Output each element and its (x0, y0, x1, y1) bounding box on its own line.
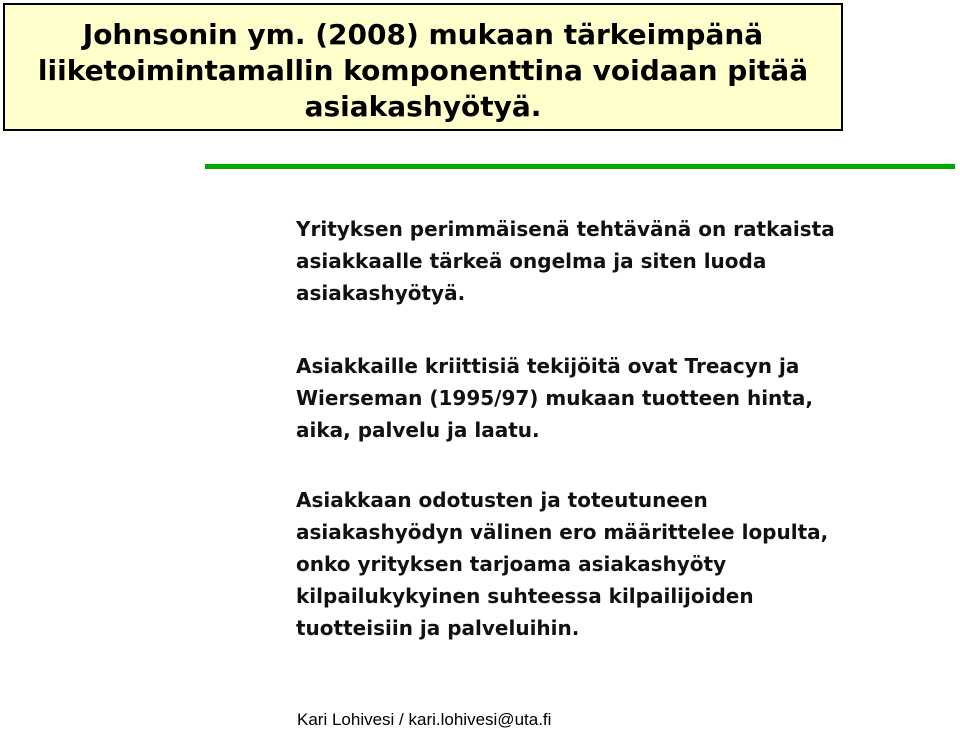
slide-title-line: Johnsonin ym. (2008) mukaan tärkeimpänä (82, 18, 764, 51)
paragraph-line: asiakashyötyä. (296, 281, 466, 305)
paragraph-line: Asiakkaan odotusten ja toteutuneen (296, 488, 708, 512)
paragraph-line: Asiakkaille kriittisiä tekijöitä ovat Treacyn ja (296, 354, 800, 378)
slide-title-box (3, 3, 843, 131)
paragraph-expectations-gap (296, 484, 828, 644)
paragraph-customer-value (296, 213, 835, 309)
paragraph-line: asiakashyödyn välinen ero määrittelee lopulta, (296, 520, 829, 544)
green-divider-line (205, 164, 955, 169)
paragraph-line: kilpailukykyinen suhteessa kilpailijoiden (296, 584, 754, 608)
slide-title-line: liiketoimintamallin komponenttina voidaan pitää (37, 54, 809, 87)
paragraph-line: onko yrityksen tarjoama asiakashyöty (296, 552, 727, 576)
paragraph-critical-factors (296, 350, 813, 446)
paragraph-line: Wierseman (1995/97) mukaan tuotteen hinta, (296, 386, 813, 410)
paragraph-line: Yrityksen perimmäisenä tehtävänä on ratkaista (296, 217, 835, 241)
paragraph-line: aika, palvelu ja laatu. (296, 418, 540, 442)
paragraph-line: tuotteisiin ja palveluihin. (296, 616, 580, 640)
slide-title-line: asiakashyötyä. (304, 90, 542, 123)
footer-author-credit: Kari Lohivesi / kari.lohivesi@uta.fi (297, 710, 552, 729)
paragraph-line: asiakkaalle tärkeä ongelma ja siten luoda (296, 249, 767, 273)
